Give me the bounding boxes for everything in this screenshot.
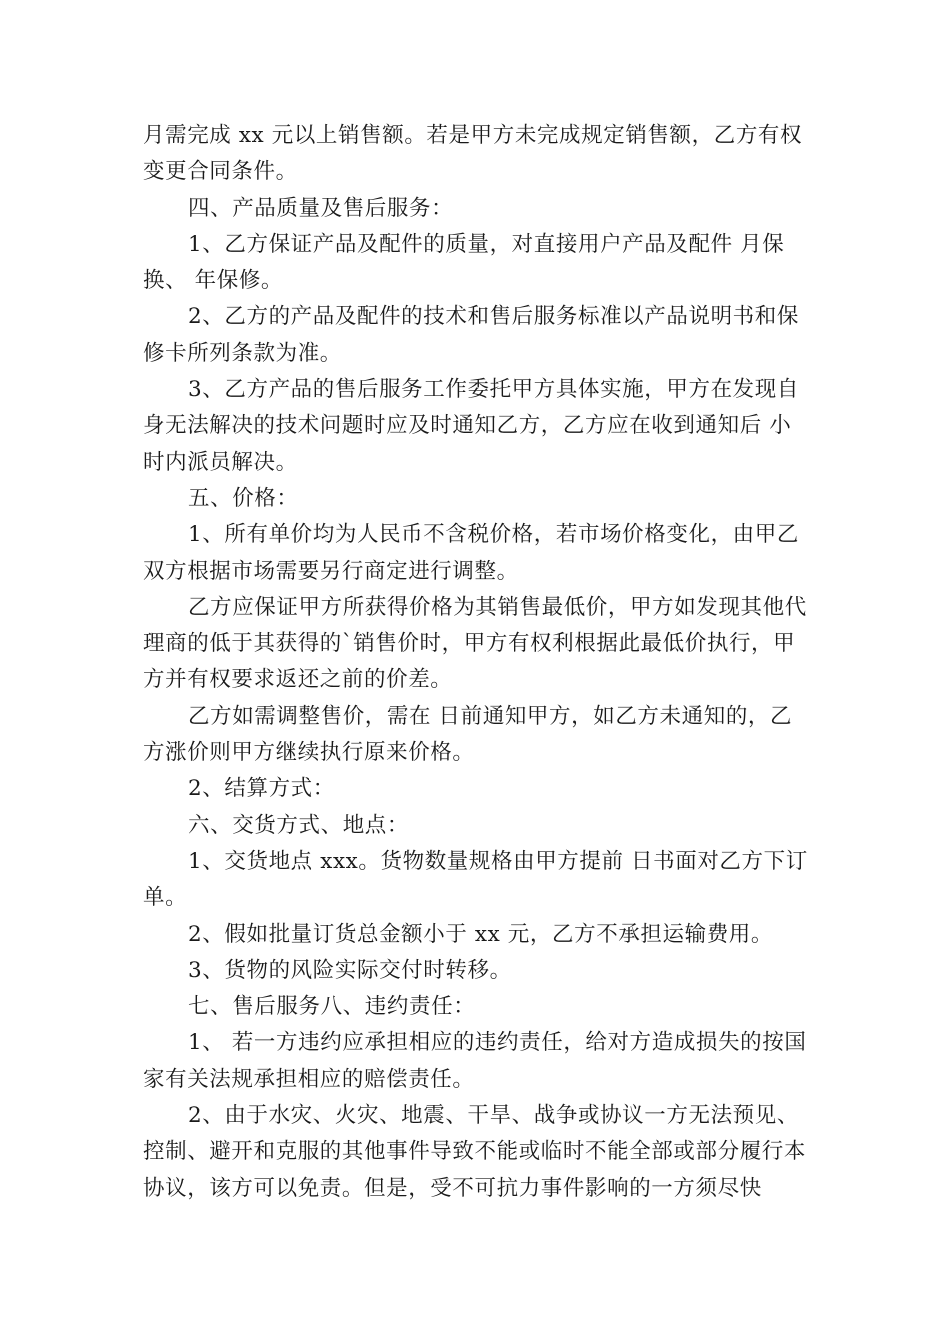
paragraph-settlement: 2、结算方式： bbox=[188, 776, 335, 802]
paragraph-quality-1: 1、乙方保证产品及配件的质量，对直接用户产品及配件 月保换、 年保修。 bbox=[143, 231, 785, 294]
heading-delivery: 六、交货方式、地点： bbox=[188, 812, 410, 838]
paragraph-delivery-3: 3、货物的风险实际交付时转移。 bbox=[188, 957, 512, 983]
heading-price: 五、价格： bbox=[188, 485, 299, 511]
paragraph-liability-2: 2、由于水灾、火灾、地震、干旱、战争或协议一方无法预见、控制、避开和克服的其他事件导致不能或临时不能全部或部分履行本协议，该方可以免责。但是，受不可抗力事件影响的一方须尽快 bbox=[143, 1103, 807, 1201]
paragraph-price-adjust: 乙方如需调整售价，需在 日前通知甲方，如乙方未通知的，乙方涨价则甲方继续执行原来价格。 bbox=[143, 703, 793, 766]
paragraph-delivery-1: 1、交货地点 xxx。货物数量规格由甲方提前 日书面对乙方下订单。 bbox=[143, 848, 808, 911]
paragraph-quality-3: 3、乙方产品的售后服务工作委托甲方具体实施，甲方在发现自身无法解决的技术问题时应及时通知乙方，乙方应在收到通知后 小时内派员解决。 bbox=[143, 377, 799, 475]
heading-liability: 七、售后服务八、违约责任： bbox=[188, 994, 476, 1020]
paragraph-liability-1: 1、 若一方违约应承担相应的违约责任，给对方造成损失的按国家有关法规承担相应的赔偿责任。 bbox=[143, 1030, 807, 1092]
paragraph-price-1: 1、所有单价均为人民币不含税价格，若市场价格变化，由甲乙双方根据市场需要另行商定进行调整。 bbox=[143, 522, 799, 584]
paragraph-continuation: 月需完成 xx 元以上销售额。若是甲方未完成规定销售额，乙方有权变更合同条件。 bbox=[143, 123, 803, 185]
paragraph-quality-2: 2、乙方的产品及配件的技术和售后服务标准以产品说明书和保修卡所列条款为准。 bbox=[143, 304, 799, 366]
document-body bbox=[143, 118, 808, 1207]
heading-quality-service: 四、产品质量及售后服务： bbox=[188, 195, 454, 221]
paragraph-price-lowest: 乙方应保证甲方所获得价格为其销售最低价，甲方如发现其他代理商的低于其获得的`销售价时，甲方有权利根据此最低价执行，甲方并有权要求返还之前的价差。 bbox=[143, 594, 807, 693]
paragraph-delivery-2: 2、假如批量订货总金额小于 xx 元，乙方不承担运输费用。 bbox=[188, 921, 774, 947]
